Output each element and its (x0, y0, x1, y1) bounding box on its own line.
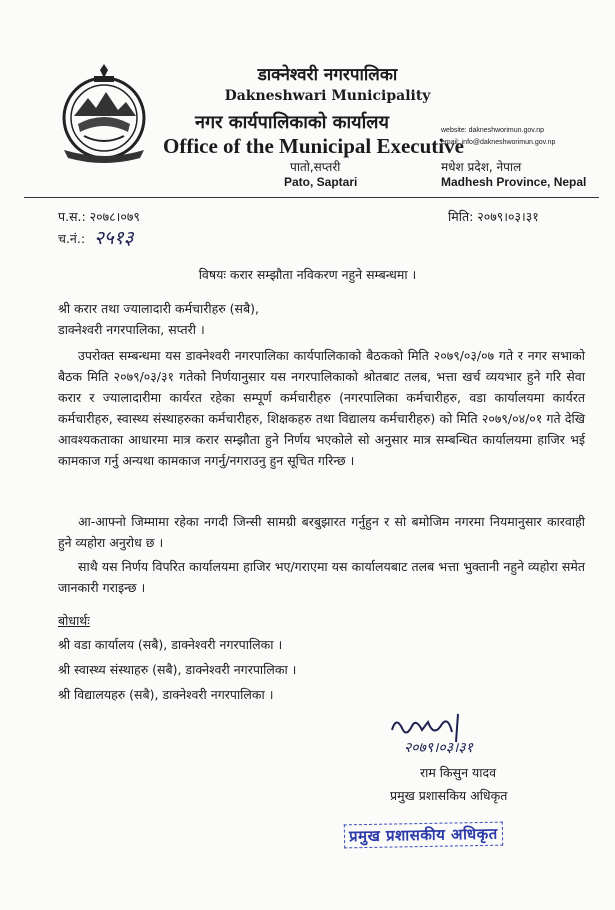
province-nepali: मधेश प्रदेश, नेपाल (441, 160, 522, 174)
cc-item: श्री वडा कार्यालय (सबै), डाक्नेश्वरी नगरपालिका । (58, 637, 283, 652)
subject-line: विषयः करार सम्झौता नविकरण नहुने सम्बन्धमा । (198, 267, 417, 282)
place-nepali: पातो,सप्तरी (290, 160, 341, 174)
email-text: email: info@dakneshworimun.gov.np (441, 139, 556, 146)
office-name-english: Office of the Municipal Executive (163, 134, 464, 158)
body-paragraph-2: आ-आफ्नो जिम्मामा रहेका नगदी जिन्सी सामग्री बरबुझारत गर्नुहुन र सो बमोजिम नगरमा नियमानुसार कारवाही हुने व्यहोरा अनुरोध छ । (58, 514, 585, 550)
header-divider (24, 197, 599, 198)
office-name-nepali: नगर कार्यपालिकाको कार्यालय (195, 112, 389, 133)
signatory-name: राम किसुन यादव (420, 765, 497, 780)
website-text: website: dakneshworimun.gov.np (441, 127, 544, 134)
signature-date: २०७९।०३।३१ (404, 740, 473, 756)
dispatch-number-value: २५१३ (94, 227, 134, 249)
addressee-line-2: डाक्नेश्वरी नगरपालिका, सप्तरी । (58, 322, 205, 337)
letter-date: मिति: २०७९।०३।३१ (448, 209, 539, 224)
reference-number: प.स.: २०७८।०७९ (58, 209, 140, 224)
dispatch-number-label: च.नं.: (58, 231, 86, 246)
addressee-line-1: श्री करार तथा ज्यालादारी कर्मचारीहरु (सबै), (58, 301, 259, 316)
cc-item: श्री स्वास्थ्य संस्थाहरु (सबै), डाक्नेश्वरी नगरपालिका । (58, 662, 297, 677)
province-english: Madhesh Province, Nepal (441, 175, 587, 189)
cc-title: बोधार्थः (58, 613, 90, 628)
org-name-english: Dakneshwari Municipality (224, 88, 431, 104)
signatory-designation: प्रमुख प्रशासकिय अधिकृत (390, 788, 508, 803)
body-paragraph-3: साथै यस निर्णय विपरित कार्यालयमा हाजिर भए/गराएमा यस कार्यालयबाट तलब भत्ता भुक्तानी नहुने व्यहोरा समेत जानकारी गराइन्छ । (58, 559, 585, 595)
place-english: Pato, Saptari (284, 175, 358, 189)
cc-item: श्री विद्यालयहरु (सबै), डाक्नेश्वरी नगरपालिका । (58, 687, 274, 702)
designation-stamp: प्रमुख प्रशासकीय अधिकृत (344, 822, 503, 849)
body-paragraph-1: उपरोक्त सम्बन्धमा यस डाक्नेश्वरी नगरपालिका कार्यपालिकाको बैठकको मिति २०७९/०३/०७ गते र नगर सभाको बैठक मिति २०७९/०३/३१ गतेको निर्णयानुसार यस नगरपालिकाको श्रोतबाट तलब, भत्ता खर्च व्ययभार हुने गरि सेवा करार र ज्यालादारीमा कार्यरत रहेका सम्पूर्ण कर्मचारीहरु (नगरपालिका कर्मचारीहरु, वडा कार्यालयमा कार्यरत कर्मचारीहरु, स्वास्थ्य संस्थाहरुका कर्मचारीहरु, शिक्षकहरु तथा विद्यालय कर्मचारीहरु) को मिति २०७९/०४/०१ गते देखि आवश्यकताका आधारमा मात्र करार सम्झौता हुने निर्णय भएकोले सो अनुसार मात्र सम्बन्धित कार्यालयमा हाजिर भई कामकाज गर्नु अन्यथा कामकाज नगर्नु/नगराउनु हुन सूचित गरिन्छ । (58, 348, 585, 468)
org-name-nepali: डाक्नेश्वरी नगरपालिका (257, 65, 398, 85)
